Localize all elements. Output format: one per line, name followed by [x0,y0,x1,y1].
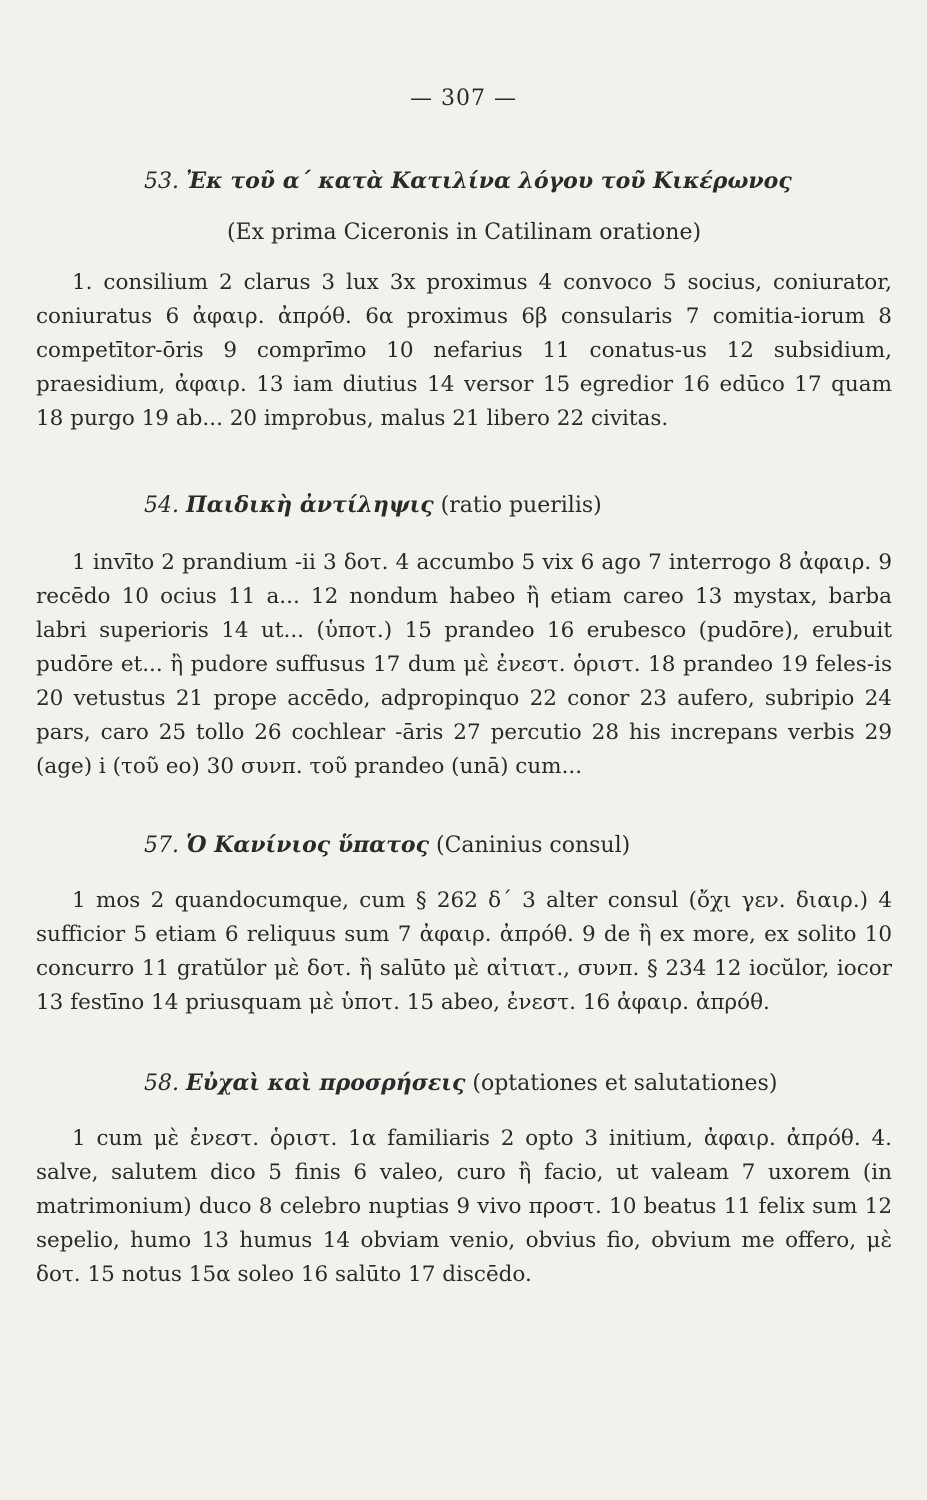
section-heading [36,164,892,198]
section-heading [36,1066,892,1100]
section-text: 1 invīto 2 prandium -ii 3 δοτ. 4 accumbo 5 vix 6 ago 7 interrogo 8 ἀφαιρ. 9 recēdo 10 ocius 11 a... 12 nondum habeo ἢ etiam careo 13 mystax, barba labri superioris 14 ut... (ὑποτ.) 15 prandeo 16 erubesco (pudōre), erubuit pudōre et... ἢ pudore suffusus 17 dum μὲ ἐνεστ. ὁριστ. 18 prandeo 19 feles-is 20 vetustus 21 prope accēdo, adpropinquo 22 conor 23 aufero, subripio 24 pars, caro 25 tollo 26 cochlear -āris 27 percutio 28 his increpans verbis 29 (age) i (τοῦ eo) 30 συνπ. τοῦ prandeo (unā) cum... [36,550,892,779]
section-text: 1 cum μὲ ἐνεστ. ὁριστ. 1α familiaris 2 opto 3 initium, ἀφαιρ. ἀπρόθ. 4. salve, salutem dico 5 finis 6 valeo, curo ἢ facio, ut valeam 7 uxorem (in matrimonium) duco 8 celebro nuptias 9 vivo προστ. 10 beatus 11 felix sum 12 sepelio, humo 13 humus 14 obviam venio, obvius fio, obvium me offero, μὲ δοτ. 15 notus 15α soleo 16 salūto 17 discēdo. [36,1126,892,1287]
section-subtitle: (Ex prima Ciceronis in Catilinam oratione) [226,220,702,245]
section-heading [36,828,892,862]
section-57 [36,828,892,1020]
section-title-greek: Εὐχαὶ καὶ προσρήσεις [186,1070,466,1096]
page-number: — 307 — [410,86,517,111]
section-title-greek: Παιδικὴ ἀντίληψις [186,492,434,518]
section-title-greek: Ὁ Κανίνιος ὕπατος [186,832,429,858]
section-54 [36,488,892,784]
section-title-latin: (ratio puerilis) [440,493,602,518]
section-number: 54. [144,493,179,518]
section-heading [36,488,892,522]
section-title-latin: (optationes et salutationes) [472,1071,778,1096]
section-53 [36,164,892,436]
section-text: 1 mos 2 quandocumque, cum § 262 δ΄ 3 alter consul (ὄχι γεν. διαιρ.) 4 sufficior 5 etiam 6 reliquus sum 7 ἀφαιρ. ἀπρόθ. 9 de ἢ ex more, ex solito 10 concurro 11 gratŭlor μὲ δοτ. ἢ salūto μὲ αἰτιατ., συνπ. § 234 12 iocŭlor, iocor 13 festīno 14 priusquam μὲ ὑποτ. 15 abeo, ἐνεστ. 16 ἀφαιρ. ἀπρόθ. [36,888,892,1015]
section-number: 57. [144,833,179,858]
section-58 [36,1066,892,1292]
section-number: 53. [144,169,179,194]
section-number: 58. [144,1071,179,1096]
section-title-latin: (Caninius consul) [436,833,631,858]
section-text: 1. consilium 2 clarus 3 lux 3x proximus 4 convoco 5 socius, coniurator, coniuratus 6 ἀφαιρ. ἀπρόθ. 6α proximus 6β consularis 7 comitia-iorum 8 competītor-ōris 9 comprīmo 10 nefarius 11 conatus-us 12 subsidium, praesidium, ἀφαιρ. 13 iam diutius 14 versor 15 egredior 16 edūco 17 quam 18 purgo 19 ab... 20 improbus, malus 21 libero 22 civitas. [36,270,892,431]
section-title-greek: Ἐκ τοῦ α΄ κατὰ Κατιλίνα λόγου τοῦ Κικέρωνος [186,168,792,194]
